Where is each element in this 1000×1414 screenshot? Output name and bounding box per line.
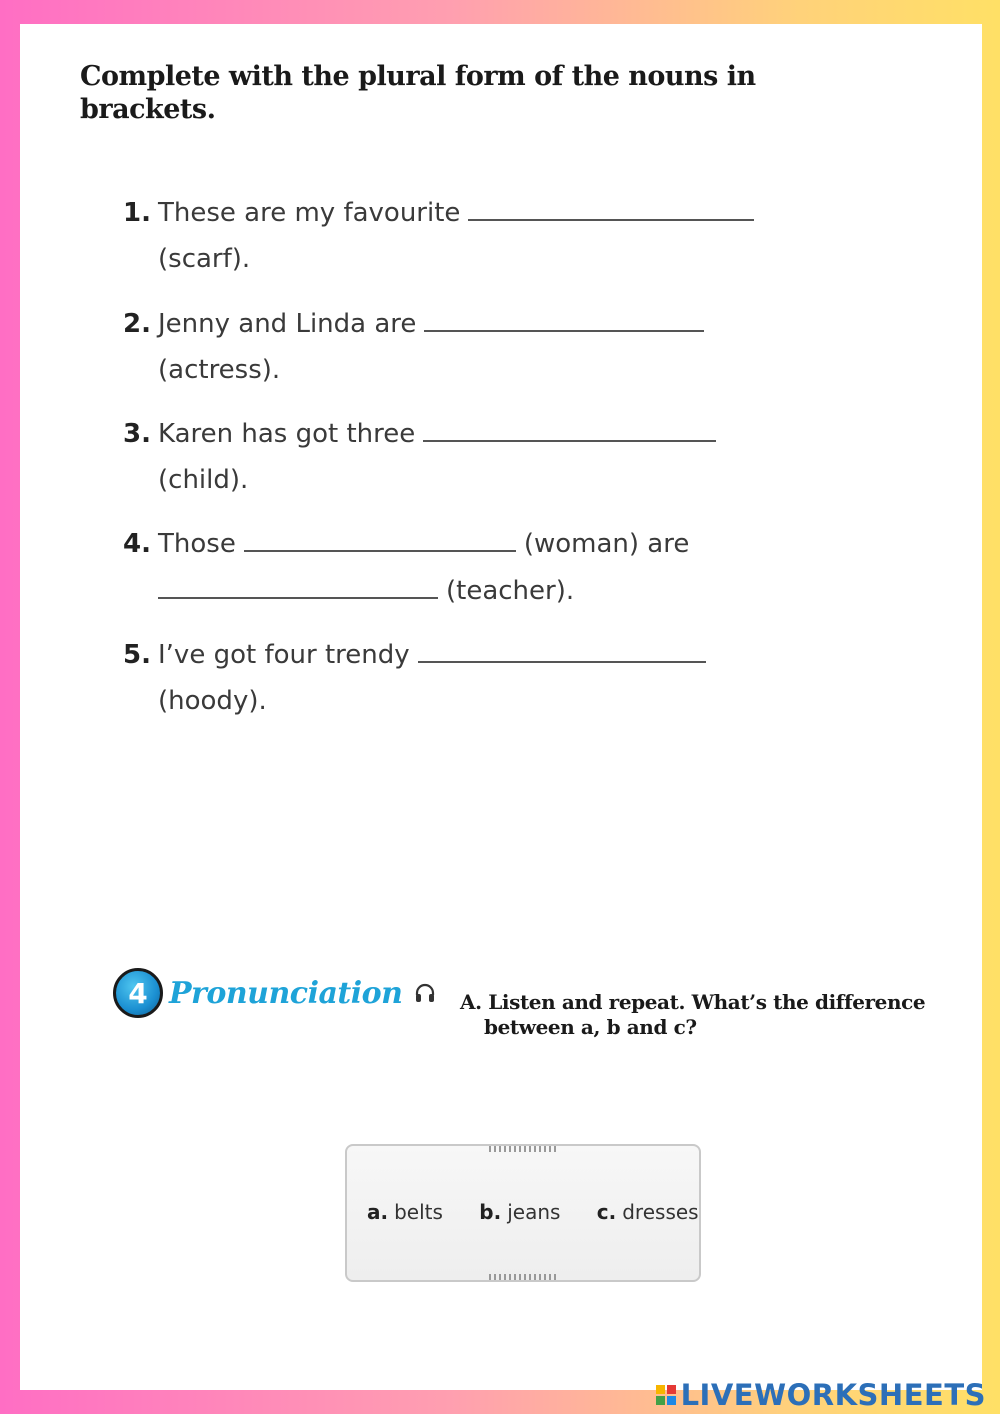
item-hint: (actress). [158,355,281,385]
answer-blank[interactable] [424,300,704,332]
option-word: dresses [622,1200,699,1224]
item-text: Jenny and Linda are [158,309,417,339]
exercise-instruction: Complete with the plural form of the nouns in brackets. [80,61,756,125]
option-c [597,1200,699,1224]
option-word: jeans [507,1200,561,1224]
exercise-item-3 [123,410,823,503]
option-letter: a. [367,1200,389,1224]
item-text: (woman) are [523,529,690,559]
option-a [367,1200,443,1224]
box-top-ticks [489,1146,559,1152]
headphones-icon[interactable] [413,981,437,1005]
exercise-item-1 [123,189,823,282]
exercise-item-5 [123,631,823,724]
section-title: Pronunciation [169,975,403,1011]
option-word: belts [394,1200,443,1224]
option-b [479,1200,560,1224]
task-line-1: A. Listen and repeat. What’s the difference [460,990,926,1014]
answer-blank[interactable] [423,410,716,442]
answer-blank[interactable] [158,567,438,599]
item-text: Karen has got three [158,419,416,449]
item-number: 4. [123,529,151,559]
exercise-item-4 [123,520,823,614]
item-number: 2. [123,309,151,339]
item-text: These are my favourite [158,198,461,228]
item-hint: (teacher). [446,576,575,606]
liveworksheets-icon [656,1385,676,1405]
pronunciation-section-header [113,968,437,1018]
answer-blank[interactable] [418,631,706,663]
item-number: 1. [123,198,151,228]
liveworksheets-logo [656,1378,986,1412]
item-text: Those [158,529,236,559]
answer-blank[interactable] [468,189,754,221]
brand-name: LIVEWORKSHEETS [680,1378,986,1412]
item-text: I’ve got four trendy [158,640,410,670]
pronunciation-task [460,990,940,1040]
worksheet-page [20,24,982,1390]
word-options-box [345,1144,701,1282]
exercise-item-2 [123,300,823,393]
item-hint: (hoody). [158,686,267,716]
item-number: 5. [123,640,151,670]
item-number: 3. [123,419,151,449]
section-number-badge: 4 [113,968,163,1018]
option-letter: b. [479,1200,502,1224]
option-letter: c. [596,1200,617,1224]
item-hint: (child). [158,465,249,495]
item-hint: (scarf). [158,244,251,274]
answer-blank[interactable] [244,520,516,552]
word-options [367,1200,729,1224]
box-bottom-ticks [489,1274,559,1280]
task-line-2: between a, b and c? [484,1015,697,1039]
